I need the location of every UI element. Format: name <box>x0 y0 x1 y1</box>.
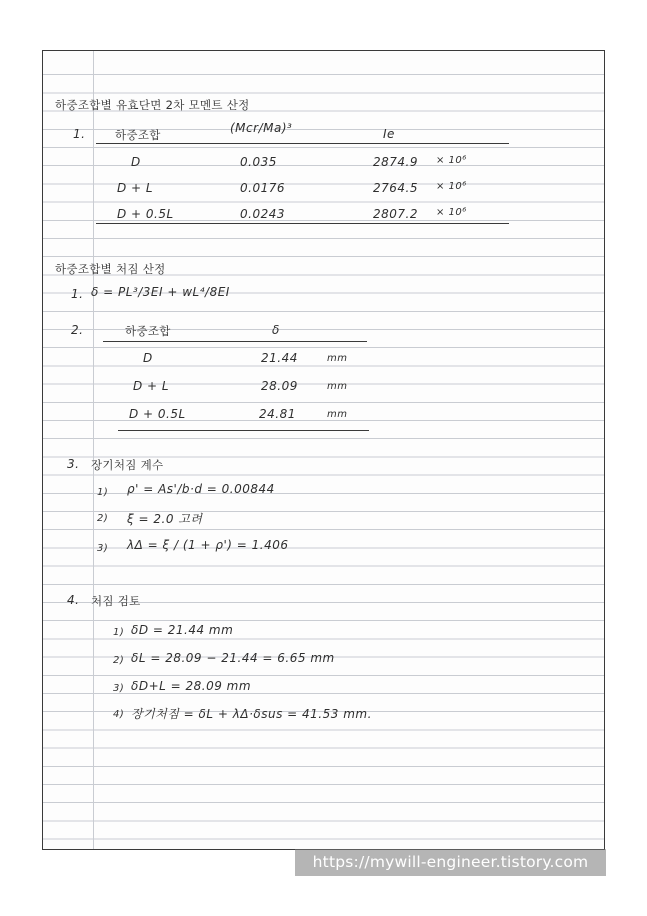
table2-row-combo: D + L <box>133 379 170 393</box>
margin-line <box>93 51 94 849</box>
item4-line-index: 3) <box>113 683 125 694</box>
item4-number: 4. <box>67 593 80 607</box>
item3-title: 장기처짐 계수 <box>91 458 164 472</box>
table1-row-unit: × 10⁶ <box>436 181 467 192</box>
table1-header-ratio: (Mcr/Ma)³ <box>230 121 293 135</box>
item3-line-index: 2) <box>97 513 109 524</box>
table2-row-combo: D + 0.5L <box>129 407 186 421</box>
xi-value: ξ = 2.0 고려 <box>127 512 203 526</box>
item4-title: 처짐 검토 <box>91 594 141 608</box>
table1-row-ratio: 0.035 <box>240 155 277 169</box>
table2-row-combo: D <box>143 351 153 365</box>
table1-row-ie: 2764.5 <box>373 181 418 195</box>
item3-line-index: 1) <box>97 487 109 498</box>
section1-number: 1. <box>73 127 86 141</box>
table1-row-ratio: 0.0176 <box>240 181 285 195</box>
table2-row-unit: mm <box>327 409 348 420</box>
watermark-url: https://mywill-engineer.tistory.com <box>295 849 606 876</box>
item2-number: 2. <box>71 323 84 337</box>
table1-row-combo: D + L <box>117 181 154 195</box>
table1-row-unit: × 10⁶ <box>436 155 467 166</box>
table2-row-value: 28.09 <box>261 379 298 393</box>
delta-l-value: δL = 28.09 − 21.44 = 6.65 mm <box>131 651 335 665</box>
delta-d-value: δD = 21.44 mm <box>131 623 234 637</box>
table2-row-unit: mm <box>327 381 348 392</box>
table1-row-ratio: 0.0243 <box>240 207 285 221</box>
item3-line-index: 3) <box>97 543 109 554</box>
table1-header-ie: Ie <box>383 127 395 141</box>
table2-header-delta: δ <box>272 323 280 337</box>
item4-line-index: 2) <box>113 655 125 666</box>
table1-top-rule <box>96 143 509 144</box>
table2-bottom-rule <box>118 430 369 431</box>
item1-number: 1. <box>71 287 84 301</box>
rho-formula: ρ' = As'/b·d = 0.00844 <box>127 482 275 496</box>
long-term-deflection: 장기처짐 = δL + λΔ·δsus = 41.53 mm. <box>131 707 372 721</box>
delta-dl-value: δD+L = 28.09 mm <box>131 679 252 693</box>
table1-bottom-rule <box>96 223 509 224</box>
item4-line-index: 4) <box>113 709 125 720</box>
section2-title: 하중조합별 처짐 산정 <box>55 262 166 276</box>
item3-number: 3. <box>67 457 80 471</box>
deflection-formula: δ = PL³/3EI + wL⁴/8EI <box>91 285 230 299</box>
table1-row-ie: 2807.2 <box>373 207 418 221</box>
notebook-page <box>42 50 605 850</box>
table2-header-combo: 하중조합 <box>125 324 171 338</box>
item4-line-index: 1) <box>113 627 125 638</box>
lambda-formula: λΔ = ξ / (1 + ρ') = 1.406 <box>127 538 289 552</box>
table1-row-unit: × 10⁶ <box>436 207 467 218</box>
table2-top-rule <box>103 341 367 342</box>
table1-header-combo: 하중조합 <box>115 128 161 142</box>
table1-row-combo: D <box>131 155 141 169</box>
table1-row-ie: 2874.9 <box>373 155 418 169</box>
table1-row-combo: D + 0.5L <box>117 207 174 221</box>
table2-row-value: 21.44 <box>261 351 298 365</box>
section1-title: 하중조합별 유효단면 2차 모멘트 산정 <box>55 98 250 112</box>
table2-row-unit: mm <box>327 353 348 364</box>
table2-row-value: 24.81 <box>259 407 296 421</box>
